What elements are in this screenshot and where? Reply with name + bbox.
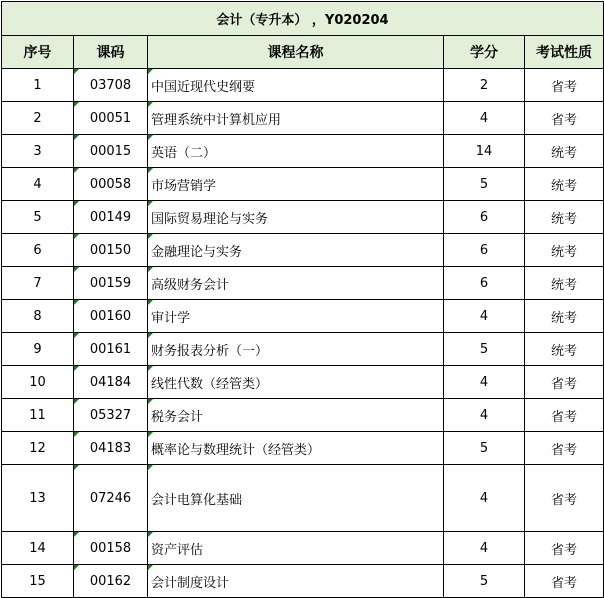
cell-marker-icon xyxy=(148,565,153,570)
cell-course-name xyxy=(148,300,444,333)
cell-exam-type xyxy=(525,135,604,168)
cell-seq xyxy=(2,267,74,300)
cell-code xyxy=(74,135,148,168)
cell-credit-text: 6 xyxy=(479,275,489,291)
cell-course-name xyxy=(148,366,444,399)
cell-seq-text: 13 xyxy=(29,490,46,506)
cell-course-name-text: 管理系统中计算机应用 xyxy=(151,112,282,128)
cell-seq xyxy=(2,300,74,333)
cell-seq xyxy=(2,366,74,399)
cell-course-name xyxy=(148,267,444,300)
cell-credit xyxy=(444,201,525,234)
table-title: 会计（专升本） ，Y020204 xyxy=(2,2,604,36)
header-code: 课码 xyxy=(74,36,148,69)
cell-exam-type-text: 统考 xyxy=(551,244,578,260)
header-exam: 考试性质 xyxy=(525,36,604,69)
cell-exam-type-text: 省考 xyxy=(551,575,578,591)
cell-credit xyxy=(444,267,525,300)
cell-credit xyxy=(444,366,525,399)
cell-credit xyxy=(444,532,525,565)
cell-seq-text: 10 xyxy=(29,374,46,390)
cell-exam-type xyxy=(525,300,604,333)
cell-course-name xyxy=(148,234,444,267)
cell-code-text: 00149 xyxy=(89,209,132,225)
cell-course-name-text: 国际贸易理论与实务 xyxy=(151,211,269,227)
cell-course-name-text: 财务报表分析（一） xyxy=(151,343,269,359)
cell-code-text: 00161 xyxy=(89,341,132,357)
cell-course-name-text: 概率论与数理统计（经管类） xyxy=(151,442,321,458)
cell-marker-icon xyxy=(74,565,79,570)
cell-credit-text: 5 xyxy=(479,341,489,357)
cell-credit xyxy=(444,234,525,267)
table-row xyxy=(2,69,604,102)
cell-code xyxy=(74,234,148,267)
cell-exam-type xyxy=(525,432,604,465)
cell-credit-text: 4 xyxy=(479,490,489,506)
cell-course-name-text: 英语（二） xyxy=(151,145,217,161)
cell-exam-type xyxy=(525,366,604,399)
table-row xyxy=(2,201,604,234)
cell-code xyxy=(74,201,148,234)
cell-code-text: 00150 xyxy=(89,242,132,258)
cell-code-text: 07246 xyxy=(89,490,132,506)
cell-code-text: 04184 xyxy=(89,374,132,390)
cell-seq xyxy=(2,69,74,102)
cell-exam-type xyxy=(525,267,604,300)
cell-code-text: 00159 xyxy=(89,275,132,291)
cell-course-name xyxy=(148,168,444,201)
cell-marker-icon xyxy=(74,532,79,537)
cell-marker-icon xyxy=(74,201,79,206)
table-row xyxy=(2,399,604,432)
cell-exam-type xyxy=(525,69,604,102)
cell-marker-icon xyxy=(148,366,153,371)
cell-marker-icon xyxy=(148,532,153,537)
cell-course-name xyxy=(148,201,444,234)
cell-exam-type xyxy=(525,102,604,135)
cell-exam-type-text: 统考 xyxy=(551,178,578,194)
cell-credit-text: 6 xyxy=(479,242,489,258)
cell-course-name-text: 中国近现代史纲要 xyxy=(151,79,256,95)
header-name: 课程名称 xyxy=(148,36,444,69)
cell-code xyxy=(74,465,148,532)
cell-exam-type xyxy=(525,532,604,565)
cell-exam-type-text: 省考 xyxy=(551,542,578,558)
cell-marker-icon xyxy=(148,432,153,437)
cell-course-name-text: 会计制度设计 xyxy=(151,575,230,591)
cell-course-name xyxy=(148,102,444,135)
cell-marker-icon xyxy=(74,267,79,272)
cell-seq-text: 14 xyxy=(29,540,46,556)
cell-marker-icon xyxy=(148,300,153,305)
table-row xyxy=(2,267,604,300)
cell-course-name xyxy=(148,565,444,598)
cell-credit xyxy=(444,333,525,366)
cell-marker-icon xyxy=(148,465,153,470)
header-credit: 学分 xyxy=(444,36,525,69)
cell-course-name-text: 市场营销学 xyxy=(151,178,217,194)
cell-code xyxy=(74,532,148,565)
cell-marker-icon xyxy=(74,300,79,305)
cell-course-name xyxy=(148,69,444,102)
cell-credit-text: 5 xyxy=(479,573,489,589)
cell-seq xyxy=(2,465,74,532)
cell-seq xyxy=(2,168,74,201)
cell-credit-text: 2 xyxy=(479,77,489,93)
cell-seq-text: 11 xyxy=(29,407,46,423)
cell-credit xyxy=(444,69,525,102)
cell-credit-text: 4 xyxy=(479,540,489,556)
table-row xyxy=(2,300,604,333)
cell-marker-icon xyxy=(74,135,79,140)
cell-credit-text: 4 xyxy=(479,110,489,126)
table-row xyxy=(2,333,604,366)
cell-course-name-text: 线性代数（经管类） xyxy=(151,376,269,392)
cell-seq xyxy=(2,565,74,598)
cell-exam-type-text: 统考 xyxy=(551,211,578,227)
table-row xyxy=(2,565,604,598)
cell-marker-icon xyxy=(148,399,153,404)
cell-marker-icon xyxy=(148,69,153,74)
cell-course-name-text: 金融理论与实务 xyxy=(151,244,243,260)
cell-exam-type-text: 统考 xyxy=(551,277,578,293)
cell-exam-type-text: 省考 xyxy=(551,442,578,458)
cell-credit-text: 5 xyxy=(479,440,489,456)
table-row xyxy=(2,465,604,532)
cell-course-name xyxy=(148,399,444,432)
cell-code xyxy=(74,300,148,333)
cell-exam-type-text: 统考 xyxy=(551,343,578,359)
cell-exam-type xyxy=(525,399,604,432)
cell-seq-text: 8 xyxy=(33,308,42,324)
cell-seq xyxy=(2,333,74,366)
cell-credit-text: 5 xyxy=(479,176,489,192)
cell-marker-icon xyxy=(148,135,153,140)
cell-marker-icon xyxy=(148,267,153,272)
cell-seq-text: 9 xyxy=(33,341,42,357)
cell-course-name xyxy=(148,432,444,465)
cell-marker-icon xyxy=(74,366,79,371)
cell-credit xyxy=(444,432,525,465)
cell-exam-type xyxy=(525,201,604,234)
cell-code-text: 04183 xyxy=(89,440,132,456)
header-row xyxy=(2,36,604,69)
table-row xyxy=(2,102,604,135)
cell-course-name-text: 审计学 xyxy=(151,310,191,326)
cell-exam-type xyxy=(525,565,604,598)
cell-code-text: 00058 xyxy=(89,176,132,192)
cell-credit-text: 4 xyxy=(479,374,489,390)
cell-course-name xyxy=(148,333,444,366)
cell-course-name xyxy=(148,532,444,565)
cell-marker-icon xyxy=(74,333,79,338)
cell-course-name-text: 高级财务会计 xyxy=(151,277,230,293)
cell-marker-icon xyxy=(74,465,79,470)
cell-code xyxy=(74,399,148,432)
table-row xyxy=(2,432,604,465)
course-table xyxy=(1,1,604,598)
table-row xyxy=(2,234,604,267)
cell-exam-type xyxy=(525,465,604,532)
cell-exam-type-text: 统考 xyxy=(551,310,578,326)
cell-marker-icon xyxy=(148,333,153,338)
cell-code-text: 05327 xyxy=(89,407,132,423)
cell-credit xyxy=(444,102,525,135)
header-seq: 序号 xyxy=(2,36,74,69)
cell-exam-type xyxy=(525,234,604,267)
cell-marker-icon xyxy=(74,69,79,74)
cell-seq-text: 15 xyxy=(29,573,46,589)
cell-credit xyxy=(444,565,525,598)
cell-seq-text: 5 xyxy=(33,209,42,225)
cell-code-text: 00160 xyxy=(89,308,132,324)
cell-course-name-text: 资产评估 xyxy=(151,542,204,558)
cell-exam-type-text: 省考 xyxy=(551,409,578,425)
cell-code xyxy=(74,102,148,135)
cell-code-text: 00051 xyxy=(89,110,132,126)
cell-credit-text: 4 xyxy=(479,308,489,324)
cell-seq-text: 2 xyxy=(33,110,42,126)
cell-marker-icon xyxy=(74,399,79,404)
cell-credit-text: 14 xyxy=(475,143,493,159)
cell-marker-icon xyxy=(74,102,79,107)
cell-credit xyxy=(444,135,525,168)
cell-exam-type-text: 省考 xyxy=(551,79,578,95)
cell-credit xyxy=(444,168,525,201)
cell-credit-text: 4 xyxy=(479,407,489,423)
cell-credit-text: 6 xyxy=(479,209,489,225)
cell-code xyxy=(74,366,148,399)
cell-seq-text: 7 xyxy=(33,275,42,291)
cell-code-text: 00162 xyxy=(89,573,132,589)
cell-marker-icon xyxy=(148,201,153,206)
cell-course-name xyxy=(148,135,444,168)
cell-exam-type-text: 省考 xyxy=(551,492,578,508)
cell-seq xyxy=(2,432,74,465)
cell-code-text: 03708 xyxy=(89,77,132,93)
cell-code-text: 00015 xyxy=(89,143,132,159)
cell-course-name-text: 会计电算化基础 xyxy=(151,492,243,508)
cell-exam-type xyxy=(525,333,604,366)
cell-exam-type-text: 省考 xyxy=(551,376,578,392)
table-row xyxy=(2,135,604,168)
cell-exam-type-text: 统考 xyxy=(551,145,578,161)
cell-seq-text: 12 xyxy=(29,440,46,456)
table-row xyxy=(2,532,604,565)
cell-code xyxy=(74,565,148,598)
cell-course-name-text: 税务会计 xyxy=(151,409,204,425)
cell-seq xyxy=(2,399,74,432)
cell-seq xyxy=(2,201,74,234)
cell-credit xyxy=(444,465,525,532)
cell-code xyxy=(74,267,148,300)
cell-exam-type-text: 省考 xyxy=(551,112,578,128)
table-row xyxy=(2,366,604,399)
cell-code xyxy=(74,333,148,366)
cell-seq-text: 6 xyxy=(33,242,42,258)
table-title-row xyxy=(2,2,604,36)
table-row xyxy=(2,168,604,201)
cell-course-name xyxy=(148,465,444,532)
cell-marker-icon xyxy=(74,432,79,437)
cell-seq xyxy=(2,102,74,135)
cell-seq-text: 1 xyxy=(33,77,42,93)
cell-seq xyxy=(2,234,74,267)
cell-marker-icon xyxy=(148,168,153,173)
cell-seq-text: 3 xyxy=(33,143,42,159)
cell-code-text: 00158 xyxy=(89,540,132,556)
cell-credit xyxy=(444,300,525,333)
cell-marker-icon xyxy=(74,168,79,173)
cell-marker-icon xyxy=(148,102,153,107)
cell-code xyxy=(74,432,148,465)
cell-seq-text: 4 xyxy=(33,176,42,192)
cell-credit xyxy=(444,399,525,432)
cell-exam-type xyxy=(525,168,604,201)
cell-code xyxy=(74,69,148,102)
cell-code xyxy=(74,168,148,201)
cell-seq xyxy=(2,532,74,565)
cell-marker-icon xyxy=(74,234,79,239)
cell-seq xyxy=(2,135,74,168)
cell-marker-icon xyxy=(148,234,153,239)
